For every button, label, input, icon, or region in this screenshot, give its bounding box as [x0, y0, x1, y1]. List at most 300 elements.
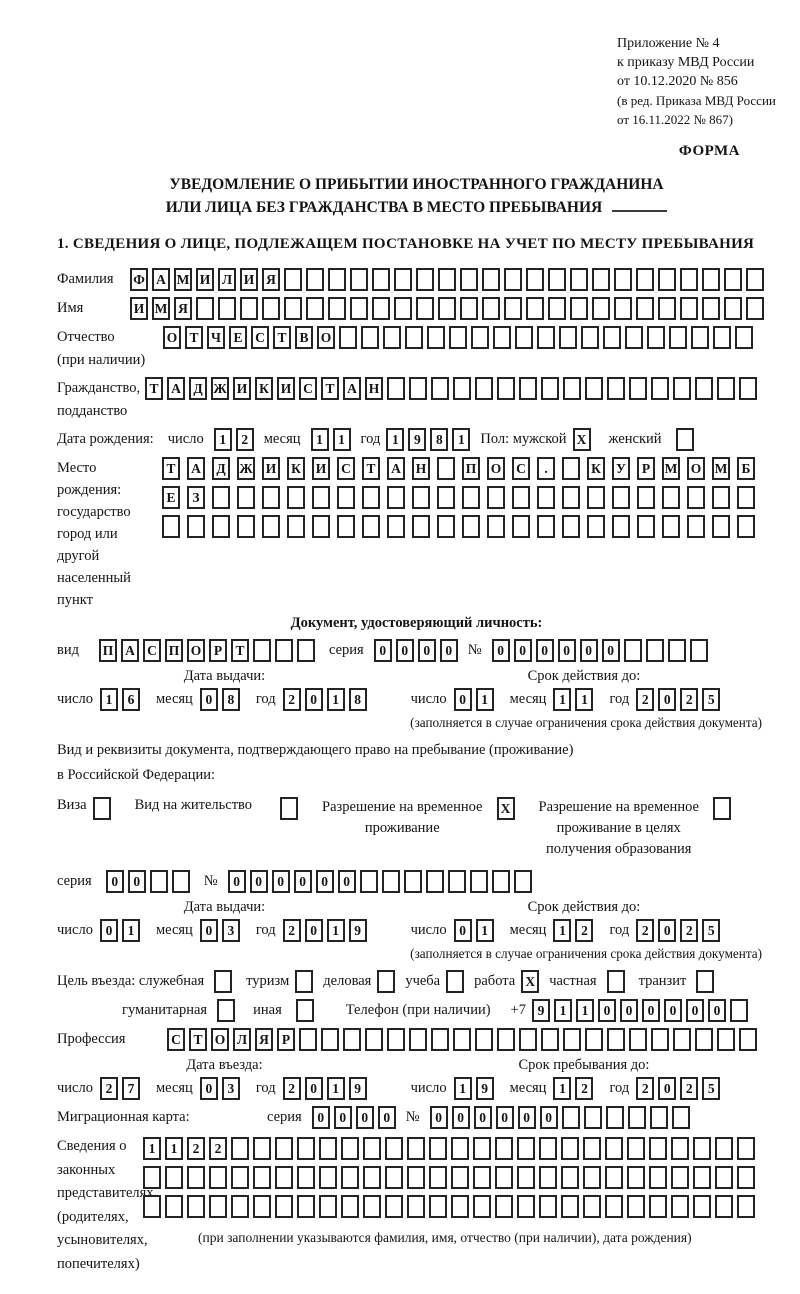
form-cell[interactable]: 2 [636, 1077, 654, 1100]
form-cell[interactable]: 2 [680, 1077, 698, 1100]
form-cell[interactable] [187, 1195, 205, 1218]
form-cell[interactable] [319, 1195, 337, 1218]
form-cell[interactable] [387, 377, 405, 400]
form-cell[interactable] [737, 486, 755, 509]
form-cell[interactable]: 0 [316, 870, 334, 893]
form-cell[interactable]: 2 [100, 1077, 118, 1100]
form-cell[interactable] [612, 486, 630, 509]
form-cell[interactable] [605, 1195, 623, 1218]
form-cell[interactable]: 1 [327, 1077, 345, 1100]
form-cell[interactable] [262, 486, 280, 509]
form-cell[interactable] [462, 486, 480, 509]
form-cell[interactable] [237, 515, 255, 538]
form-cell[interactable]: Ж [211, 377, 229, 400]
form-cell[interactable] [343, 1028, 361, 1051]
form-cell[interactable] [672, 1106, 690, 1129]
form-cell[interactable] [231, 1166, 249, 1189]
form-cell[interactable] [713, 797, 731, 820]
form-cell[interactable]: А [343, 377, 361, 400]
form-cell[interactable] [693, 1166, 711, 1189]
form-cell[interactable]: 0 [250, 870, 268, 893]
form-cell[interactable] [437, 515, 455, 538]
form-cell[interactable] [537, 486, 555, 509]
form-cell[interactable] [253, 639, 271, 662]
form-cell[interactable] [627, 1195, 645, 1218]
form-cell[interactable] [328, 268, 346, 291]
form-cell[interactable] [695, 1028, 713, 1051]
form-cell[interactable] [605, 1166, 623, 1189]
form-cell[interactable] [363, 1137, 381, 1160]
form-cell[interactable]: Т [273, 326, 291, 349]
form-cell[interactable] [487, 515, 505, 538]
form-cell[interactable] [606, 1106, 624, 1129]
form-cell[interactable] [460, 268, 478, 291]
form-cell[interactable]: А [167, 377, 185, 400]
form-cell[interactable]: К [287, 457, 305, 480]
form-cell[interactable] [537, 515, 555, 538]
form-cell[interactable] [143, 1195, 161, 1218]
form-cell[interactable] [519, 377, 537, 400]
form-cell[interactable]: 8 [349, 688, 367, 711]
form-cell[interactable] [583, 1166, 601, 1189]
form-cell[interactable] [361, 326, 379, 349]
form-cell[interactable] [561, 1195, 579, 1218]
form-cell[interactable] [93, 797, 111, 820]
form-cell[interactable] [360, 870, 378, 893]
form-cell[interactable] [394, 268, 412, 291]
form-cell[interactable]: Е [162, 486, 180, 509]
form-cell[interactable] [739, 377, 757, 400]
form-cell[interactable] [495, 1195, 513, 1218]
form-cell[interactable] [746, 268, 764, 291]
form-cell[interactable] [429, 1137, 447, 1160]
form-cell[interactable]: 5 [702, 919, 720, 942]
form-cell[interactable] [409, 1028, 427, 1051]
form-cell[interactable] [212, 515, 230, 538]
form-cell[interactable] [526, 268, 544, 291]
form-cell[interactable]: 0 [200, 688, 218, 711]
form-cell[interactable] [448, 870, 466, 893]
form-cell[interactable]: Н [365, 377, 383, 400]
form-cell[interactable] [453, 377, 471, 400]
form-cell[interactable] [612, 515, 630, 538]
form-cell[interactable]: О [163, 326, 181, 349]
form-cell[interactable] [671, 1166, 689, 1189]
form-cell[interactable]: А [152, 268, 170, 291]
form-cell[interactable] [296, 999, 314, 1022]
form-cell[interactable] [715, 1195, 733, 1218]
form-cell[interactable]: 2 [236, 428, 254, 451]
form-cell[interactable]: З [187, 486, 205, 509]
form-cell[interactable]: О [487, 457, 505, 480]
form-cell[interactable] [339, 326, 357, 349]
form-cell[interactable] [650, 1106, 668, 1129]
form-cell[interactable]: 0 [100, 919, 118, 942]
form-cell[interactable] [165, 1166, 183, 1189]
form-cell[interactable] [627, 1166, 645, 1189]
form-cell[interactable] [407, 1137, 425, 1160]
form-cell[interactable]: О [211, 1028, 229, 1051]
form-cell[interactable] [695, 377, 713, 400]
form-cell[interactable] [350, 297, 368, 320]
form-cell[interactable] [212, 486, 230, 509]
form-cell[interactable] [712, 486, 730, 509]
form-cell[interactable]: А [387, 457, 405, 480]
form-cell[interactable]: 3 [222, 1077, 240, 1100]
form-cell[interactable] [587, 486, 605, 509]
form-cell[interactable] [662, 486, 680, 509]
form-cell[interactable]: 2 [283, 919, 301, 942]
form-cell[interactable]: 0 [418, 639, 436, 662]
form-cell[interactable]: К [255, 377, 273, 400]
form-cell[interactable]: Н [412, 457, 430, 480]
form-cell[interactable] [651, 1028, 669, 1051]
form-cell[interactable] [284, 268, 302, 291]
form-cell[interactable] [671, 1137, 689, 1160]
form-cell[interactable]: И [262, 457, 280, 480]
form-cell[interactable]: 0 [658, 688, 676, 711]
form-cell[interactable]: 2 [209, 1137, 227, 1160]
form-cell[interactable]: Е [229, 326, 247, 349]
form-cell[interactable]: А [187, 457, 205, 480]
form-cell[interactable]: 2 [636, 919, 654, 942]
form-cell[interactable]: 1 [553, 919, 571, 942]
form-cell[interactable] [539, 1137, 557, 1160]
form-cell[interactable] [321, 1028, 339, 1051]
form-cell[interactable]: О [687, 457, 705, 480]
form-cell[interactable] [482, 297, 500, 320]
form-cell[interactable] [295, 970, 313, 993]
form-cell[interactable]: 0 [474, 1106, 492, 1129]
form-cell[interactable] [287, 515, 305, 538]
form-cell[interactable] [253, 1166, 271, 1189]
form-cell[interactable] [605, 1137, 623, 1160]
form-cell[interactable] [275, 1137, 293, 1160]
form-cell[interactable]: 0 [686, 999, 704, 1022]
form-cell[interactable] [363, 1195, 381, 1218]
form-cell[interactable] [462, 515, 480, 538]
form-cell[interactable] [717, 1028, 735, 1051]
form-cell[interactable]: 0 [294, 870, 312, 893]
form-cell[interactable] [437, 486, 455, 509]
form-cell[interactable] [416, 268, 434, 291]
form-cell[interactable]: П [165, 639, 183, 662]
form-cell[interactable] [537, 326, 555, 349]
form-cell[interactable] [275, 1166, 293, 1189]
form-cell[interactable]: 1 [476, 919, 494, 942]
form-cell[interactable] [737, 1195, 755, 1218]
form-cell[interactable]: 1 [327, 919, 345, 942]
form-cell[interactable] [562, 486, 580, 509]
form-cell[interactable] [362, 486, 380, 509]
form-cell[interactable] [680, 297, 698, 320]
form-cell[interactable]: Ф [130, 268, 148, 291]
form-cell[interactable]: Т [362, 457, 380, 480]
form-cell[interactable]: Р [277, 1028, 295, 1051]
form-cell[interactable] [561, 1166, 579, 1189]
form-cell[interactable] [539, 1166, 557, 1189]
form-cell[interactable]: 1 [575, 688, 593, 711]
form-cell[interactable]: О [317, 326, 335, 349]
form-cell[interactable] [350, 268, 368, 291]
form-cell[interactable] [253, 1137, 271, 1160]
form-cell[interactable]: 0 [598, 999, 616, 1022]
form-cell[interactable]: Б [737, 457, 755, 480]
form-cell[interactable] [237, 486, 255, 509]
form-cell[interactable]: 9 [532, 999, 550, 1022]
form-cell[interactable] [730, 999, 748, 1022]
form-cell[interactable] [739, 1028, 757, 1051]
form-cell[interactable]: Т [185, 326, 203, 349]
form-cell[interactable] [562, 1106, 580, 1129]
form-cell[interactable] [214, 970, 232, 993]
form-cell[interactable] [473, 1195, 491, 1218]
form-cell[interactable] [337, 486, 355, 509]
form-cell[interactable] [280, 797, 298, 820]
form-cell[interactable] [581, 326, 599, 349]
form-cell[interactable] [495, 1166, 513, 1189]
form-cell[interactable]: 0 [430, 1106, 448, 1129]
form-cell[interactable] [737, 1166, 755, 1189]
form-cell[interactable]: X [497, 797, 515, 820]
form-cell[interactable] [475, 1028, 493, 1051]
form-cell[interactable]: 0 [334, 1106, 352, 1129]
form-cell[interactable] [562, 457, 580, 480]
form-cell[interactable] [217, 999, 235, 1022]
form-cell[interactable] [438, 297, 456, 320]
form-cell[interactable]: 0 [658, 919, 676, 942]
form-cell[interactable] [671, 1195, 689, 1218]
form-cell[interactable]: Л [218, 268, 236, 291]
form-cell[interactable] [592, 268, 610, 291]
form-cell[interactable] [262, 515, 280, 538]
form-cell[interactable] [629, 377, 647, 400]
form-cell[interactable]: 2 [283, 688, 301, 711]
form-cell[interactable] [231, 1137, 249, 1160]
form-cell[interactable] [646, 639, 664, 662]
form-cell[interactable]: 0 [620, 999, 638, 1022]
form-cell[interactable] [437, 457, 455, 480]
form-cell[interactable]: 0 [496, 1106, 514, 1129]
form-cell[interactable] [658, 297, 676, 320]
form-cell[interactable] [438, 268, 456, 291]
form-cell[interactable] [712, 515, 730, 538]
form-cell[interactable] [636, 297, 654, 320]
form-cell[interactable]: 1 [452, 428, 470, 451]
form-cell[interactable] [715, 1137, 733, 1160]
form-cell[interactable]: М [152, 297, 170, 320]
form-cell[interactable] [412, 515, 430, 538]
form-cell[interactable] [737, 515, 755, 538]
form-cell[interactable] [702, 297, 720, 320]
form-cell[interactable] [583, 1137, 601, 1160]
form-cell[interactable] [493, 326, 511, 349]
form-cell[interactable] [218, 297, 236, 320]
form-cell[interactable] [482, 268, 500, 291]
form-cell[interactable]: 0 [356, 1106, 374, 1129]
form-cell[interactable] [431, 1028, 449, 1051]
form-cell[interactable]: 0 [536, 639, 554, 662]
form-cell[interactable] [451, 1195, 469, 1218]
form-cell[interactable] [297, 1195, 315, 1218]
form-cell[interactable] [563, 1028, 581, 1051]
form-cell[interactable]: 0 [540, 1106, 558, 1129]
form-cell[interactable] [416, 297, 434, 320]
form-cell[interactable] [240, 297, 258, 320]
form-cell[interactable] [517, 1137, 535, 1160]
form-cell[interactable]: 2 [680, 919, 698, 942]
form-cell[interactable] [517, 1195, 535, 1218]
form-cell[interactable]: 0 [580, 639, 598, 662]
form-cell[interactable]: 1 [476, 688, 494, 711]
form-cell[interactable] [724, 297, 742, 320]
form-cell[interactable] [735, 326, 753, 349]
form-cell[interactable] [561, 1137, 579, 1160]
form-cell[interactable] [372, 268, 390, 291]
form-cell[interactable]: 1 [100, 688, 118, 711]
form-cell[interactable]: В [295, 326, 313, 349]
form-cell[interactable]: 0 [305, 919, 323, 942]
form-cell[interactable]: 0 [128, 870, 146, 893]
form-cell[interactable]: 7 [122, 1077, 140, 1100]
form-cell[interactable] [680, 268, 698, 291]
form-cell[interactable] [658, 268, 676, 291]
form-cell[interactable] [306, 297, 324, 320]
form-cell[interactable] [446, 970, 464, 993]
form-cell[interactable]: 0 [658, 1077, 676, 1100]
form-cell[interactable] [319, 1166, 337, 1189]
form-cell[interactable] [382, 870, 400, 893]
form-cell[interactable] [693, 1195, 711, 1218]
form-cell[interactable]: 0 [454, 919, 472, 942]
form-cell[interactable]: 9 [476, 1077, 494, 1100]
form-cell[interactable] [337, 515, 355, 538]
form-cell[interactable]: 9 [349, 919, 367, 942]
form-cell[interactable] [377, 970, 395, 993]
form-cell[interactable]: 1 [311, 428, 329, 451]
form-cell[interactable] [451, 1166, 469, 1189]
form-cell[interactable]: С [512, 457, 530, 480]
form-cell[interactable] [669, 326, 687, 349]
form-cell[interactable]: 2 [575, 919, 593, 942]
form-cell[interactable] [541, 377, 559, 400]
form-cell[interactable]: 0 [200, 919, 218, 942]
form-cell[interactable] [299, 1028, 317, 1051]
form-cell[interactable] [715, 1166, 733, 1189]
form-cell[interactable] [362, 515, 380, 538]
form-cell[interactable] [312, 515, 330, 538]
form-cell[interactable] [319, 1137, 337, 1160]
form-cell[interactable]: Я [174, 297, 192, 320]
form-cell[interactable] [517, 1166, 535, 1189]
form-cell[interactable] [512, 486, 530, 509]
form-cell[interactable]: 2 [283, 1077, 301, 1100]
form-cell[interactable] [585, 377, 603, 400]
form-cell[interactable]: 0 [378, 1106, 396, 1129]
form-cell[interactable] [429, 1166, 447, 1189]
form-cell[interactable]: 5 [702, 688, 720, 711]
form-cell[interactable] [385, 1137, 403, 1160]
form-cell[interactable]: М [174, 268, 192, 291]
form-cell[interactable] [312, 486, 330, 509]
form-cell[interactable] [504, 268, 522, 291]
form-cell[interactable] [473, 1166, 491, 1189]
form-cell[interactable] [585, 1028, 603, 1051]
form-cell[interactable] [143, 1166, 161, 1189]
form-cell[interactable]: И [240, 268, 258, 291]
form-cell[interactable] [570, 297, 588, 320]
form-cell[interactable] [187, 515, 205, 538]
form-cell[interactable] [717, 377, 735, 400]
form-cell[interactable] [649, 1166, 667, 1189]
form-cell[interactable] [526, 297, 544, 320]
form-cell[interactable]: 0 [664, 999, 682, 1022]
form-cell[interactable]: X [573, 428, 591, 451]
form-cell[interactable] [162, 515, 180, 538]
form-cell[interactable]: Д [212, 457, 230, 480]
form-cell[interactable] [231, 1195, 249, 1218]
form-cell[interactable]: 2 [187, 1137, 205, 1160]
form-cell[interactable] [427, 326, 445, 349]
form-cell[interactable] [559, 326, 577, 349]
form-cell[interactable] [539, 1195, 557, 1218]
form-cell[interactable] [487, 486, 505, 509]
form-cell[interactable] [624, 639, 642, 662]
form-cell[interactable] [451, 1137, 469, 1160]
form-cell[interactable]: 0 [454, 688, 472, 711]
form-cell[interactable] [636, 268, 654, 291]
form-cell[interactable] [275, 639, 293, 662]
form-cell[interactable] [372, 297, 390, 320]
form-cell[interactable]: 0 [305, 688, 323, 711]
form-cell[interactable] [475, 377, 493, 400]
form-cell[interactable]: О [187, 639, 205, 662]
form-cell[interactable] [614, 268, 632, 291]
form-cell[interactable]: С [143, 639, 161, 662]
form-cell[interactable] [702, 268, 720, 291]
form-cell[interactable]: 0 [374, 639, 392, 662]
form-cell[interactable] [649, 1195, 667, 1218]
form-cell[interactable]: 9 [408, 428, 426, 451]
form-cell[interactable] [385, 1195, 403, 1218]
form-cell[interactable] [628, 1106, 646, 1129]
form-cell[interactable]: А [121, 639, 139, 662]
form-cell[interactable]: 0 [305, 1077, 323, 1100]
form-cell[interactable] [647, 326, 665, 349]
form-cell[interactable] [691, 326, 709, 349]
form-cell[interactable]: И [130, 297, 148, 320]
form-cell[interactable] [563, 377, 581, 400]
form-cell[interactable] [284, 297, 302, 320]
form-cell[interactable]: 1 [165, 1137, 183, 1160]
form-cell[interactable] [693, 1137, 711, 1160]
form-cell[interactable] [209, 1166, 227, 1189]
form-cell[interactable]: 0 [228, 870, 246, 893]
form-cell[interactable] [504, 297, 522, 320]
form-cell[interactable]: Л [233, 1028, 251, 1051]
form-cell[interactable] [673, 377, 691, 400]
form-cell[interactable] [471, 326, 489, 349]
form-cell[interactable] [287, 486, 305, 509]
form-cell[interactable]: 0 [602, 639, 620, 662]
form-cell[interactable]: И [277, 377, 295, 400]
form-cell[interactable] [562, 515, 580, 538]
form-cell[interactable]: Ч [207, 326, 225, 349]
form-cell[interactable] [412, 486, 430, 509]
form-cell[interactable]: 1 [553, 688, 571, 711]
form-cell[interactable] [625, 326, 643, 349]
form-cell[interactable]: 0 [642, 999, 660, 1022]
